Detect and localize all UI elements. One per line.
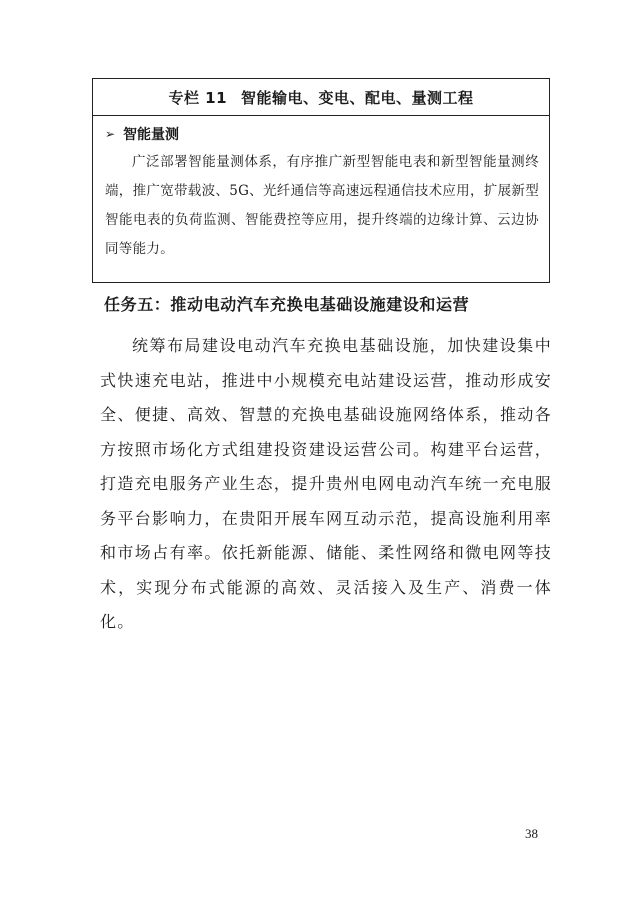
feature-box-title: 智能输电、变电、配电、量测工程 <box>241 88 474 107</box>
feature-box-label: 专栏 11 <box>168 88 228 107</box>
section-heading: 任务五：推动电动汽车充换电基础设施建设和运营 <box>104 295 470 314</box>
feature-box-header <box>93 79 549 116</box>
feature-box <box>92 78 550 283</box>
bullet-heading: 智能量测 <box>123 127 180 143</box>
feature-box-body <box>93 116 549 264</box>
section-paragraph: 统筹布局建设电动汽车充换电基础设施，加快建设集中式快速充电站，推进中小规模充电站建设运营，推动形成安全、便捷、高效、智慧的充换电基础设施网络体系，推动各方按照市场化方式组建投资建设运营公司。构建平台运营，打造充电服务产业生态，提升贵州电网电动汽车统一充电服务平台影响力，在贵阳开展车网互动示范，提高设施利用率和市场占有率。依托新能源、储能、柔性网络和微电网等技术，实现分布式能源的高效、灵活接入及生产、消费一体化。 <box>100 336 552 631</box>
feature-box-text: 广泛部署智能量测体系，有序推广新型智能电表和新型智能量测终端，推广宽带载波、5G、光纤通信等高速远程通信技术应用，扩展新型智能电表的负荷监测、智能费控等应用，提升终端的边缘计算、云边协同等能力。 <box>105 154 539 257</box>
page-number: 38 <box>525 826 538 841</box>
bullet-row <box>105 122 539 146</box>
arrow-bullet-icon: ➢ <box>105 127 116 141</box>
